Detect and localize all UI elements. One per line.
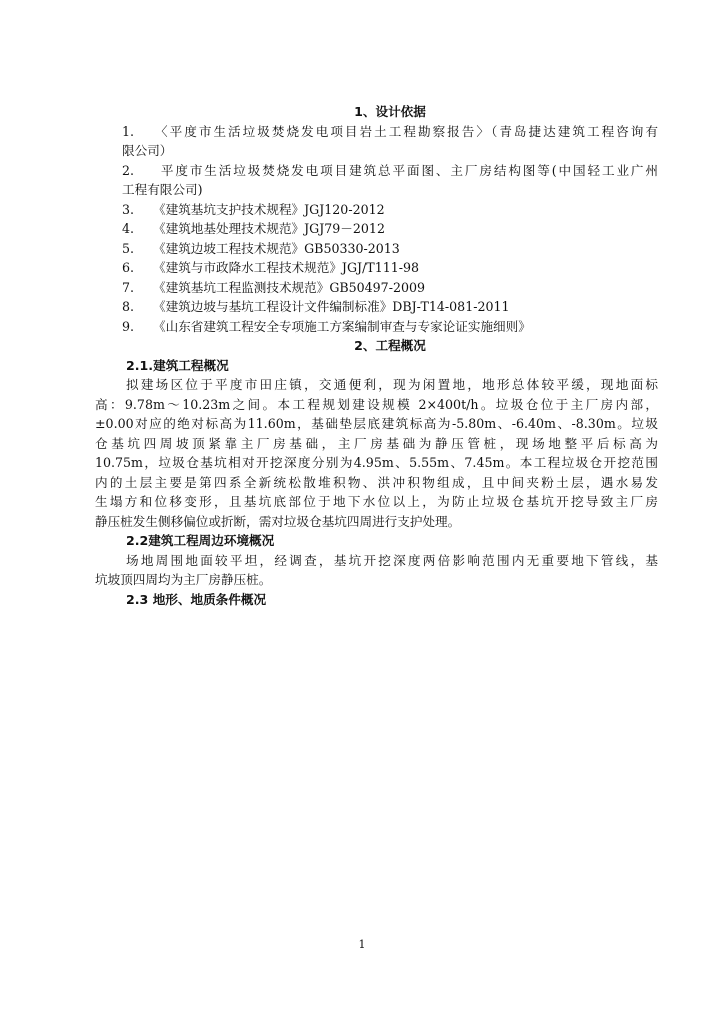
reference-list xyxy=(122,122,658,337)
subsection-2-1-heading: 2.1.建筑工程概况 xyxy=(126,357,229,373)
paragraph-line: 10.75m，垃圾仓基坑相对开挖深度分别为4.95m、5.55m、7.45m。本工程垃圾仓开挖范围 xyxy=(95,455,658,470)
paragraph-line: 静压桩发生侧移偏位或折断，需对垃圾仓基坑四周进行支护处理。 xyxy=(95,513,461,529)
paragraph-line: 生塌方和位移变形，且基坑底部位于地下水位以上，为防止垃圾仓基坑开挖导致主厂房 xyxy=(95,494,658,509)
reference-item-1: 1. 〈平度市生活垃圾焚烧发电项目岩土工程勘察报告〉（青岛捷达建筑工程咨询有 xyxy=(122,123,658,139)
paragraph-line: 场地周围地面较平坦，经调查，基坑开挖深度两倍影响范围内无重要地下管线，基 xyxy=(126,552,658,568)
reference-item-4: 4. 《建筑地基处理技术规范》JGJ79－2012 xyxy=(122,221,385,236)
reference-item-7: 7. 《建筑基坑工程监测技术规范》GB50497-2009 xyxy=(122,279,425,295)
paragraph-line: 拟建场区位于平度市田庄镇，交通便利，现为闲置地，地形总体较平缓，现地面标 xyxy=(126,377,658,392)
reference-item-1-cont: 限公司） xyxy=(122,143,173,158)
reference-item-6: 6. 《建筑与市政降水工程技术规范》JGJ/T111-98 xyxy=(122,260,420,275)
reference-item-5: 5. 《建筑边坡工程技术规范》GB50330-2013 xyxy=(122,240,400,256)
paragraph-line: 高：9.78m～10.23m之间。本工程规划建设规模 2×400t/h。垃圾仓位于主厂房内部， xyxy=(95,396,658,412)
paragraph-line: 仓基坑四周坡顶紧靠主厂房基础，主厂房基础为静压管桩，现场地整平后标高为 xyxy=(95,435,658,451)
subsection-2-3-heading: 2.3 地形、地质条件概况 xyxy=(126,591,267,607)
section-1-heading: 1、设计依据 xyxy=(354,104,426,119)
subsection-2-2-heading: 2.2建筑工程周边环境概况 xyxy=(126,533,275,548)
reference-item-9: 9. 《山东省建筑工程安全专项施工方案编制审查与专家论证实施细则》 xyxy=(122,318,531,334)
reference-item-2-cont: 工程有限公司) xyxy=(122,182,203,197)
subsection-2-2-paragraph xyxy=(95,551,658,590)
paragraph-line: 内的土层主要是第四系全新统松散堆积物、洪冲积物组成，且中间夹粉土层，遇水易发 xyxy=(95,474,658,490)
page-number: 1 xyxy=(358,938,366,951)
subsection-2-1-paragraph xyxy=(95,375,658,531)
reference-item-2: 2. 平度市生活垃圾焚烧发电项目建筑总平面图、主厂房结构图等(中国轻工业广州 xyxy=(122,162,658,178)
page-content xyxy=(95,102,658,609)
paragraph-line: 坑坡顶四周均为主厂房静压桩。 xyxy=(95,572,272,587)
reference-item-3: 3. 《建筑基坑支护技术规程》JGJ120-2012 xyxy=(122,201,385,217)
section-2-heading: 2、工程概况 xyxy=(354,338,426,353)
reference-item-8: 8. 《建筑边坡与基坑工程设计文件编制标准》DBJ-T14-081-2011 xyxy=(122,299,510,314)
paragraph-line: ±0.00对应的绝对标高为11.60m，基础垫层底建筑标高为-5.80m、-6.40m、-8.30m。垃圾 xyxy=(95,416,658,431)
